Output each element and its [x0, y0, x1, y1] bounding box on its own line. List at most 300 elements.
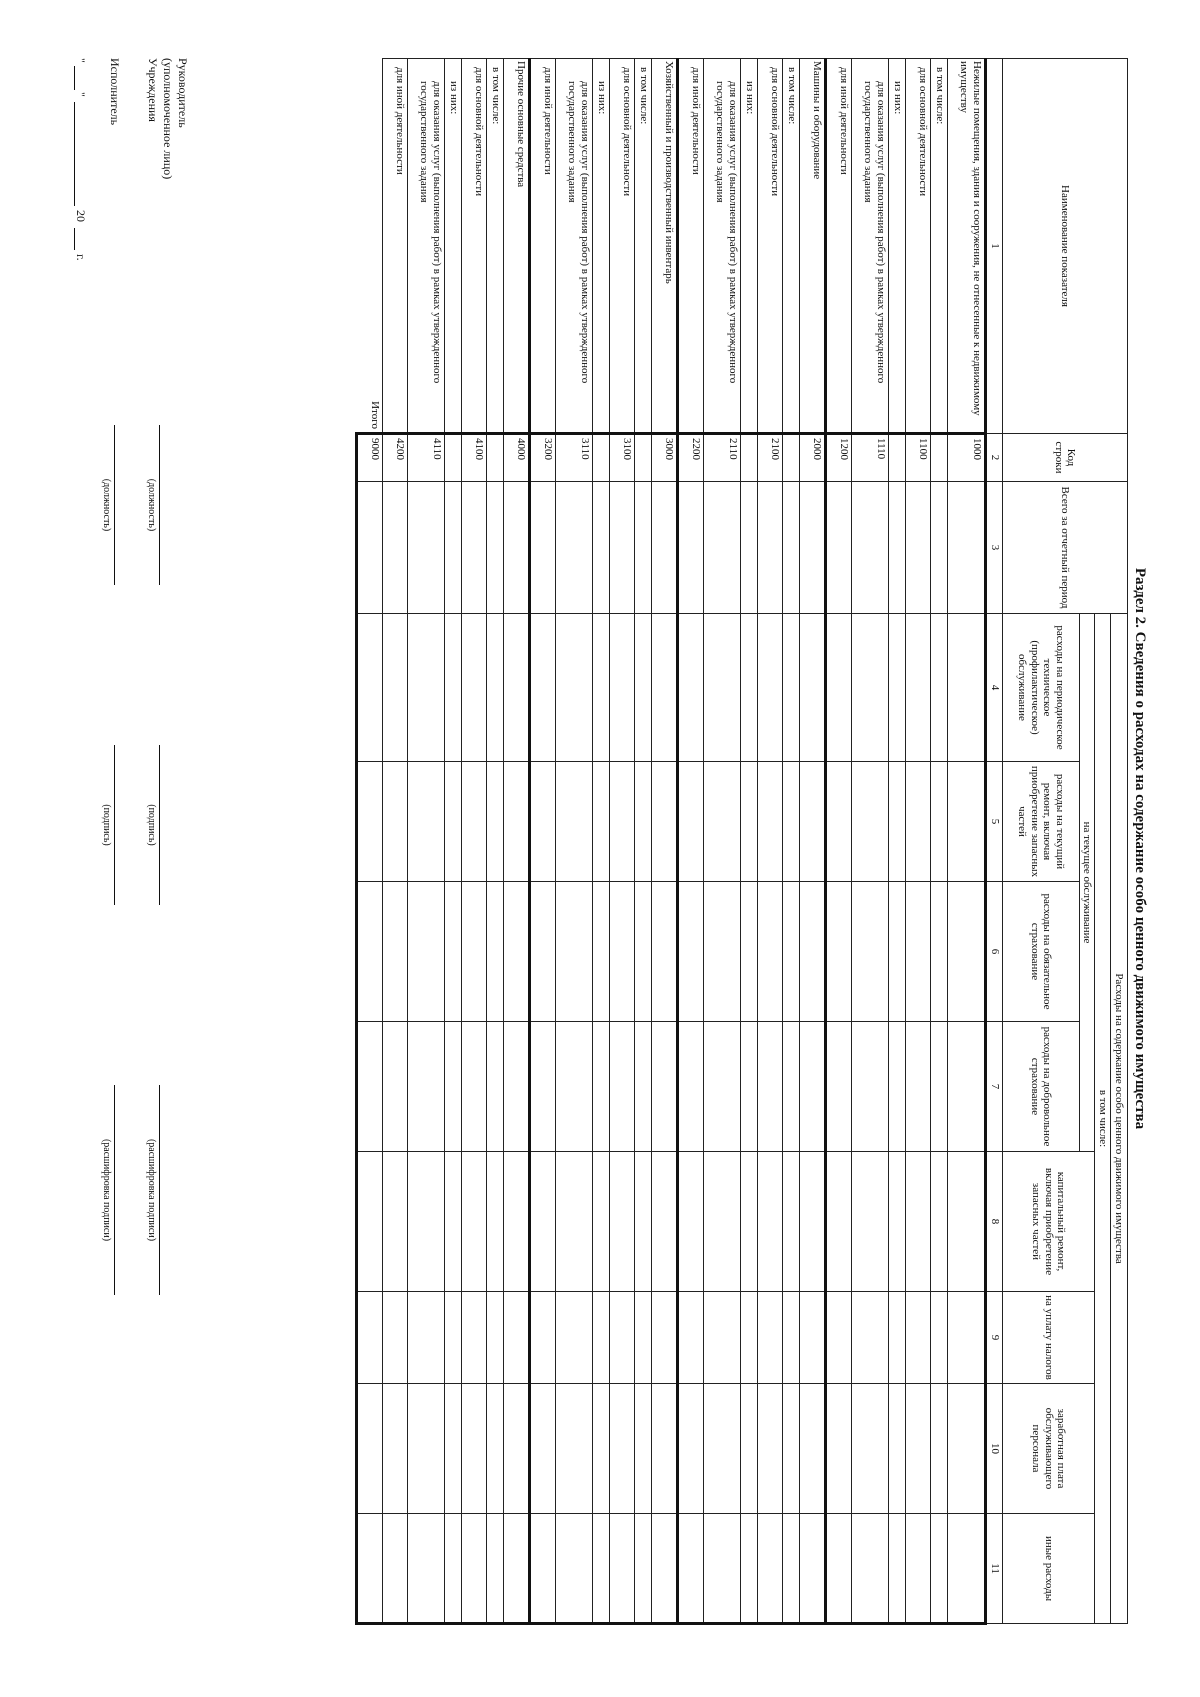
row-name: для основной деятельности — [462, 59, 487, 434]
value-cell-col4[interactable] — [635, 614, 652, 762]
value-cell-col11[interactable] — [593, 1514, 610, 1624]
value-cell-col7[interactable] — [906, 1022, 931, 1152]
value-cell-col7[interactable] — [593, 1022, 610, 1152]
value-cell-col9[interactable] — [931, 1292, 948, 1384]
head-signature-line[interactable] — [159, 745, 160, 905]
value-cell-col4[interactable] — [408, 614, 445, 762]
value-cell-col11[interactable] — [889, 1514, 906, 1624]
value-cell-col10[interactable] — [530, 1384, 556, 1514]
table-row — [383, 59, 408, 1624]
value-cell-col9[interactable] — [635, 1292, 652, 1384]
total-cell-col10[interactable] — [357, 1384, 383, 1514]
value-cell-col10[interactable] — [652, 1384, 678, 1514]
value-cell-col8[interactable] — [800, 1152, 826, 1292]
value-cell-col3[interactable] — [462, 482, 487, 614]
value-cell-col3[interactable] — [487, 482, 504, 614]
value-cell-col3[interactable] — [383, 482, 408, 614]
value-cell-col8[interactable] — [931, 1152, 948, 1292]
value-cell-col6[interactable] — [462, 882, 487, 1022]
value-cell-col6[interactable] — [610, 882, 635, 1022]
value-cell-col3[interactable] — [556, 482, 593, 614]
value-cell-col8[interactable] — [462, 1152, 487, 1292]
value-cell-col11[interactable] — [800, 1514, 826, 1624]
value-cell-col6[interactable] — [678, 882, 704, 1022]
value-cell-col8[interactable] — [948, 1152, 986, 1292]
table-row — [741, 59, 758, 1624]
value-cell-col6[interactable] — [556, 882, 593, 1022]
value-cell-col5[interactable] — [783, 762, 800, 882]
header-group-top: Расходы на содержание особо ценного движимого имущества — [1111, 614, 1128, 1624]
value-cell-col5[interactable] — [741, 762, 758, 882]
value-cell-col5[interactable] — [462, 762, 487, 882]
value-cell-col10[interactable] — [852, 1384, 889, 1514]
value-cell-col3[interactable] — [652, 482, 678, 614]
value-cell-col3[interactable] — [826, 482, 852, 614]
value-cell-col11[interactable] — [783, 1514, 800, 1624]
row-name: для основной деятельности — [906, 59, 931, 434]
value-cell-col5[interactable] — [826, 762, 852, 882]
value-cell-col10[interactable] — [826, 1384, 852, 1514]
value-cell-col4[interactable] — [487, 614, 504, 762]
value-cell-col8[interactable] — [383, 1152, 408, 1292]
row-name: Прочие основные средства — [504, 59, 530, 434]
value-cell-col9[interactable] — [852, 1292, 889, 1384]
value-cell-col6[interactable] — [530, 882, 556, 1022]
value-cell-col10[interactable] — [593, 1384, 610, 1514]
colnum-11: 11 — [986, 1514, 1003, 1624]
value-cell-col8[interactable] — [445, 1152, 462, 1292]
row-code: 3200 — [530, 434, 556, 482]
value-cell-col3[interactable] — [931, 482, 948, 614]
value-cell-col9[interactable] — [487, 1292, 504, 1384]
colnum-5: 5 — [986, 762, 1003, 882]
value-cell-col3[interactable] — [948, 482, 986, 614]
value-cell-col7[interactable] — [556, 1022, 593, 1152]
value-cell-col7[interactable] — [889, 1022, 906, 1152]
value-cell-col11[interactable] — [530, 1514, 556, 1624]
value-cell-col8[interactable] — [826, 1152, 852, 1292]
value-cell-col11[interactable] — [948, 1514, 986, 1624]
row-code: 2110 — [704, 434, 741, 482]
header-col11: иные расходы — [1002, 1514, 1095, 1624]
value-cell-col6[interactable] — [635, 882, 652, 1022]
row-code: 4200 — [383, 434, 408, 482]
row-code — [445, 434, 462, 482]
value-cell-col8[interactable] — [783, 1152, 800, 1292]
total-cell-col9[interactable] — [357, 1292, 383, 1384]
value-cell-col8[interactable] — [758, 1152, 783, 1292]
value-cell-col4[interactable] — [783, 614, 800, 762]
header-col7: расходы на добровольное страхование — [1002, 1022, 1079, 1152]
value-cell-col9[interactable] — [826, 1292, 852, 1384]
value-cell-col8[interactable] — [678, 1152, 704, 1292]
executor-decode-caption: (расшифровка подписи) — [101, 1138, 112, 1242]
date-year-prefix: 20 — [74, 210, 88, 222]
value-cell-col4[interactable] — [652, 614, 678, 762]
row-code: 2200 — [678, 434, 704, 482]
value-cell-col11[interactable] — [556, 1514, 593, 1624]
head-signature-caption: (подпись) — [146, 804, 157, 846]
row-name: для основной деятельности — [610, 59, 635, 434]
total-cell-col6[interactable] — [357, 882, 383, 1022]
row-code — [783, 434, 800, 482]
head-label-2: (уполномоченное лицо) — [161, 58, 175, 180]
value-cell-col10[interactable] — [906, 1384, 931, 1514]
header-group-current: на текущее обслуживание — [1079, 614, 1095, 1152]
value-cell-col11[interactable] — [504, 1514, 530, 1624]
value-cell-col4[interactable] — [593, 614, 610, 762]
row-code — [931, 434, 948, 482]
value-cell-col8[interactable] — [408, 1152, 445, 1292]
value-cell-col9[interactable] — [948, 1292, 986, 1384]
value-cell-col7[interactable] — [758, 1022, 783, 1152]
value-cell-col4[interactable] — [906, 614, 931, 762]
value-cell-col4[interactable] — [931, 614, 948, 762]
value-cell-col6[interactable] — [445, 882, 462, 1022]
value-cell-col11[interactable] — [408, 1514, 445, 1624]
value-cell-col6[interactable] — [931, 882, 948, 1022]
value-cell-col7[interactable] — [852, 1022, 889, 1152]
table-row — [408, 59, 445, 1624]
head-position-line[interactable] — [159, 425, 160, 585]
executor-label: Исполнитель — [108, 58, 122, 126]
total-cell-col7[interactable] — [357, 1022, 383, 1152]
value-cell-col9[interactable] — [652, 1292, 678, 1384]
value-cell-col3[interactable] — [445, 482, 462, 614]
value-cell-col7[interactable] — [504, 1022, 530, 1152]
value-cell-col9[interactable] — [462, 1292, 487, 1384]
date-month-line[interactable] — [74, 102, 75, 206]
row-name: из них: — [741, 59, 758, 434]
section-title: Раздел 2. Сведения о расходах на содержание особо ценного движимого имущества — [1132, 567, 1148, 1130]
value-cell-col7[interactable] — [462, 1022, 487, 1152]
total-cell-col8[interactable] — [357, 1152, 383, 1292]
value-cell-col11[interactable] — [383, 1514, 408, 1624]
value-cell-col10[interactable] — [556, 1384, 593, 1514]
value-cell-col5[interactable] — [383, 762, 408, 882]
value-cell-col8[interactable] — [610, 1152, 635, 1292]
colnum-1: 1 — [986, 59, 1003, 434]
expenses-table — [355, 58, 1128, 1625]
row-name: Машины и оборудование — [800, 59, 826, 434]
value-cell-col7[interactable] — [635, 1022, 652, 1152]
value-cell-col10[interactable] — [445, 1384, 462, 1514]
value-cell-col6[interactable] — [741, 882, 758, 1022]
value-cell-col5[interactable] — [487, 762, 504, 882]
value-cell-col5[interactable] — [593, 762, 610, 882]
value-cell-col3[interactable] — [504, 482, 530, 614]
value-cell-col8[interactable] — [852, 1152, 889, 1292]
total-cell-col5[interactable] — [357, 762, 383, 882]
table-body — [357, 59, 986, 1624]
value-cell-col7[interactable] — [783, 1022, 800, 1152]
value-cell-col8[interactable] — [635, 1152, 652, 1292]
value-cell-col4[interactable] — [462, 614, 487, 762]
total-cell-col4[interactable] — [357, 614, 383, 762]
value-cell-col11[interactable] — [906, 1514, 931, 1624]
value-cell-col11[interactable] — [462, 1514, 487, 1624]
header-col4: расходы на периодическое техническое (профилактическое) обслуживание — [1002, 614, 1079, 762]
value-cell-col11[interactable] — [758, 1514, 783, 1624]
value-cell-col5[interactable] — [530, 762, 556, 882]
value-cell-col6[interactable] — [408, 882, 445, 1022]
value-cell-col10[interactable] — [704, 1384, 741, 1514]
value-cell-col5[interactable] — [704, 762, 741, 882]
value-cell-col9[interactable] — [593, 1292, 610, 1384]
date-year-line[interactable] — [74, 228, 75, 250]
value-cell-col5[interactable] — [445, 762, 462, 882]
value-cell-col8[interactable] — [889, 1152, 906, 1292]
value-cell-col6[interactable] — [906, 882, 931, 1022]
value-cell-col6[interactable] — [487, 882, 504, 1022]
value-cell-col8[interactable] — [741, 1152, 758, 1292]
value-cell-col7[interactable] — [826, 1022, 852, 1152]
value-cell-col5[interactable] — [408, 762, 445, 882]
value-cell-col10[interactable] — [504, 1384, 530, 1514]
value-cell-col5[interactable] — [678, 762, 704, 882]
value-cell-col10[interactable] — [931, 1384, 948, 1514]
value-cell-col9[interactable] — [530, 1292, 556, 1384]
value-cell-col5[interactable] — [889, 762, 906, 882]
value-cell-col7[interactable] — [678, 1022, 704, 1152]
value-cell-col11[interactable] — [931, 1514, 948, 1624]
row-code — [635, 434, 652, 482]
value-cell-col10[interactable] — [678, 1384, 704, 1514]
value-cell-col7[interactable] — [800, 1022, 826, 1152]
value-cell-col7[interactable] — [931, 1022, 948, 1152]
value-cell-col11[interactable] — [741, 1514, 758, 1624]
value-cell-col7[interactable] — [741, 1022, 758, 1152]
value-cell-col4[interactable] — [889, 614, 906, 762]
value-cell-col7[interactable] — [383, 1022, 408, 1152]
row-code: 2000 — [800, 434, 826, 482]
value-cell-col5[interactable] — [635, 762, 652, 882]
header-code: Код строки — [1002, 434, 1127, 482]
value-cell-col4[interactable] — [704, 614, 741, 762]
value-cell-col10[interactable] — [408, 1384, 445, 1514]
value-cell-col5[interactable] — [504, 762, 530, 882]
value-cell-col3[interactable] — [800, 482, 826, 614]
value-cell-col10[interactable] — [800, 1384, 826, 1514]
value-cell-col3[interactable] — [906, 482, 931, 614]
executor-signature-caption: (подпись) — [101, 804, 112, 846]
value-cell-col4[interactable] — [445, 614, 462, 762]
table-row — [758, 59, 783, 1624]
value-cell-col6[interactable] — [704, 882, 741, 1022]
value-cell-col3[interactable] — [593, 482, 610, 614]
value-cell-col7[interactable] — [487, 1022, 504, 1152]
total-cell-col11[interactable] — [357, 1514, 383, 1624]
value-cell-col7[interactable] — [408, 1022, 445, 1152]
value-cell-col10[interactable] — [741, 1384, 758, 1514]
value-cell-col10[interactable] — [635, 1384, 652, 1514]
row-name: для оказания услуг (выполнения работ) в рамках утвержденного государственного задания — [556, 59, 593, 434]
executor-position-line[interactable] — [114, 425, 115, 585]
value-cell-col9[interactable] — [556, 1292, 593, 1384]
value-cell-col10[interactable] — [889, 1384, 906, 1514]
row-code: 3100 — [610, 434, 635, 482]
value-cell-col9[interactable] — [889, 1292, 906, 1384]
colnum-3: 3 — [986, 482, 1003, 614]
value-cell-col9[interactable] — [704, 1292, 741, 1384]
value-cell-col3[interactable] — [408, 482, 445, 614]
value-cell-col10[interactable] — [783, 1384, 800, 1514]
value-cell-col7[interactable] — [948, 1022, 986, 1152]
value-cell-col4[interactable] — [530, 614, 556, 762]
value-cell-col3[interactable] — [741, 482, 758, 614]
value-cell-col6[interactable] — [652, 882, 678, 1022]
value-cell-col4[interactable] — [504, 614, 530, 762]
value-cell-col3[interactable] — [610, 482, 635, 614]
head-label-1: Руководитель — [176, 58, 190, 128]
value-cell-col6[interactable] — [800, 882, 826, 1022]
date-year-suffix: г. — [74, 254, 88, 261]
value-cell-col10[interactable] — [610, 1384, 635, 1514]
value-cell-col6[interactable] — [593, 882, 610, 1022]
row-name: для оказания услуг (выполнения работ) в рамках утвержденного государственного задания — [852, 59, 889, 434]
value-cell-col5[interactable] — [556, 762, 593, 882]
table-row — [462, 59, 487, 1624]
value-cell-col9[interactable] — [678, 1292, 704, 1384]
value-cell-col3[interactable] — [783, 482, 800, 614]
value-cell-col7[interactable] — [704, 1022, 741, 1152]
value-cell-col9[interactable] — [383, 1292, 408, 1384]
value-cell-col10[interactable] — [758, 1384, 783, 1514]
value-cell-col8[interactable] — [652, 1152, 678, 1292]
row-name: из них: — [593, 59, 610, 434]
value-cell-col6[interactable] — [783, 882, 800, 1022]
value-cell-col3[interactable] — [758, 482, 783, 614]
row-code — [487, 434, 504, 482]
value-cell-col4[interactable] — [610, 614, 635, 762]
value-cell-col11[interactable] — [704, 1514, 741, 1624]
value-cell-col4[interactable] — [741, 614, 758, 762]
value-cell-col7[interactable] — [530, 1022, 556, 1152]
value-cell-col4[interactable] — [826, 614, 852, 762]
value-cell-col9[interactable] — [445, 1292, 462, 1384]
value-cell-col9[interactable] — [504, 1292, 530, 1384]
date-day-line[interactable] — [74, 66, 75, 90]
header-group-vtom: в том числе: — [1095, 614, 1111, 1624]
value-cell-col6[interactable] — [826, 882, 852, 1022]
date-quote-open: " — [74, 58, 88, 63]
value-cell-col7[interactable] — [445, 1022, 462, 1152]
value-cell-col6[interactable] — [758, 882, 783, 1022]
value-cell-col3[interactable] — [678, 482, 704, 614]
value-cell-col5[interactable] — [758, 762, 783, 882]
value-cell-col11[interactable] — [652, 1514, 678, 1624]
value-cell-col4[interactable] — [948, 614, 986, 762]
value-cell-col6[interactable] — [504, 882, 530, 1022]
row-code: 1000 — [948, 434, 986, 482]
row-code: 4000 — [504, 434, 530, 482]
value-cell-col8[interactable] — [504, 1152, 530, 1292]
value-cell-col4[interactable] — [852, 614, 889, 762]
value-cell-col3[interactable] — [635, 482, 652, 614]
head-position-caption: (должность) — [146, 478, 157, 532]
table-row — [504, 59, 530, 1624]
total-cell-col3[interactable] — [357, 482, 383, 614]
value-cell-col5[interactable] — [906, 762, 931, 882]
value-cell-col11[interactable] — [852, 1514, 889, 1624]
value-cell-col7[interactable] — [610, 1022, 635, 1152]
value-cell-col9[interactable] — [783, 1292, 800, 1384]
value-cell-col4[interactable] — [678, 614, 704, 762]
value-cell-col5[interactable] — [948, 762, 986, 882]
row-name: в том числе: — [931, 59, 948, 434]
row-code — [593, 434, 610, 482]
value-cell-col4[interactable] — [758, 614, 783, 762]
value-cell-col8[interactable] — [487, 1152, 504, 1292]
colnum-7: 7 — [986, 1022, 1003, 1152]
row-name: для оказания услуг (выполнения работ) в рамках утвержденного государственного задания — [704, 59, 741, 434]
value-cell-col5[interactable] — [931, 762, 948, 882]
value-cell-col9[interactable] — [408, 1292, 445, 1384]
row-code: 1110 — [852, 434, 889, 482]
value-cell-col6[interactable] — [948, 882, 986, 1022]
value-cell-col9[interactable] — [610, 1292, 635, 1384]
value-cell-col11[interactable] — [678, 1514, 704, 1624]
value-cell-col11[interactable] — [487, 1514, 504, 1624]
executor-signature-line[interactable] — [114, 745, 115, 905]
value-cell-col5[interactable] — [652, 762, 678, 882]
value-cell-col8[interactable] — [530, 1152, 556, 1292]
value-cell-col6[interactable] — [889, 882, 906, 1022]
value-cell-col9[interactable] — [741, 1292, 758, 1384]
value-cell-col9[interactable] — [906, 1292, 931, 1384]
head-decode-line[interactable] — [159, 1085, 160, 1295]
value-cell-col9[interactable] — [758, 1292, 783, 1384]
value-cell-col11[interactable] — [635, 1514, 652, 1624]
value-cell-col8[interactable] — [906, 1152, 931, 1292]
header-col8: капитальный ремонт, включая приобретение запасных частей — [1002, 1152, 1095, 1292]
value-cell-col6[interactable] — [383, 882, 408, 1022]
row-name: для основной деятельности — [758, 59, 783, 434]
value-cell-col10[interactable] — [462, 1384, 487, 1514]
row-code: 1200 — [826, 434, 852, 482]
value-cell-col8[interactable] — [556, 1152, 593, 1292]
value-cell-col5[interactable] — [852, 762, 889, 882]
value-cell-col11[interactable] — [445, 1514, 462, 1624]
value-cell-col4[interactable] — [556, 614, 593, 762]
value-cell-col8[interactable] — [704, 1152, 741, 1292]
value-cell-col3[interactable] — [852, 482, 889, 614]
value-cell-col11[interactable] — [826, 1514, 852, 1624]
value-cell-col10[interactable] — [383, 1384, 408, 1514]
value-cell-col10[interactable] — [487, 1384, 504, 1514]
executor-decode-line[interactable] — [114, 1085, 115, 1295]
row-name: из них: — [889, 59, 906, 434]
value-cell-col3[interactable] — [530, 482, 556, 614]
value-cell-col3[interactable] — [704, 482, 741, 614]
value-cell-col4[interactable] — [800, 614, 826, 762]
value-cell-col3[interactable] — [889, 482, 906, 614]
value-cell-col5[interactable] — [610, 762, 635, 882]
value-cell-col8[interactable] — [593, 1152, 610, 1292]
value-cell-col5[interactable] — [800, 762, 826, 882]
table-row — [800, 59, 826, 1624]
row-name: Нежилые помещения, здания и сооружения, не отнесенные к недвижимому имуществу — [948, 59, 986, 434]
value-cell-col7[interactable] — [652, 1022, 678, 1152]
table-row — [487, 59, 504, 1624]
value-cell-col11[interactable] — [610, 1514, 635, 1624]
header-col10: заработная плата обслуживающего персонала — [1002, 1384, 1095, 1514]
value-cell-col10[interactable] — [948, 1384, 986, 1514]
value-cell-col6[interactable] — [852, 882, 889, 1022]
value-cell-col9[interactable] — [800, 1292, 826, 1384]
header-col9: на уплату налогов — [1002, 1292, 1095, 1384]
value-cell-col4[interactable] — [383, 614, 408, 762]
